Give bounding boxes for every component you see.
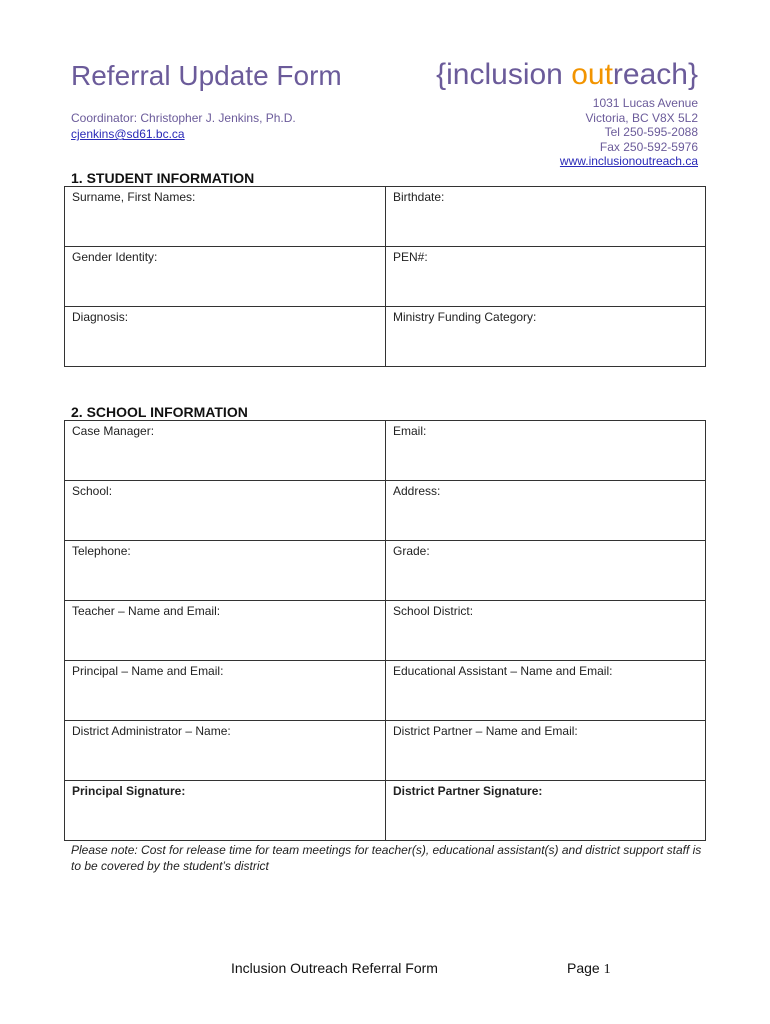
district-partner-field[interactable]: District Partner – Name and Email: bbox=[386, 721, 706, 781]
telephone-number: Tel 250-595-2088 bbox=[604, 125, 698, 140]
pen-field[interactable]: PEN#: bbox=[386, 247, 706, 307]
table-row bbox=[65, 541, 706, 601]
footer-form-name: Inclusion Outreach Referral Form bbox=[231, 960, 438, 976]
inclusion-outreach-logo bbox=[436, 58, 698, 92]
table-row bbox=[65, 421, 706, 481]
coordinator-email-link[interactable]: cjenkins@sd61.bc.ca bbox=[71, 127, 185, 141]
telephone-field[interactable]: Telephone: bbox=[65, 541, 386, 601]
table-row bbox=[65, 601, 706, 661]
cost-note: Please note: Cost for release time for team meetings for teacher(s), educational assistant(s) and district support staff is to be covered by the student’s district bbox=[71, 843, 702, 873]
ministry-funding-category-field[interactable]: Ministry Funding Category: bbox=[386, 307, 706, 367]
table-row bbox=[65, 721, 706, 781]
school-information-heading: 2. SCHOOL INFORMATION bbox=[71, 404, 248, 420]
school-district-field[interactable]: School District: bbox=[386, 601, 706, 661]
school-information-table bbox=[64, 420, 706, 841]
address-field[interactable]: Address: bbox=[386, 481, 706, 541]
educational-assistant-field[interactable]: Educational Assistant – Name and Email: bbox=[386, 661, 706, 721]
page-label: Page bbox=[567, 960, 604, 976]
case-manager-field[interactable]: Case Manager: bbox=[65, 421, 386, 481]
principal-signature-field[interactable]: Principal Signature: bbox=[65, 781, 386, 841]
logo-text-accent: out bbox=[571, 58, 613, 91]
table-row bbox=[65, 661, 706, 721]
table-row bbox=[65, 187, 706, 247]
district-administrator-field[interactable]: District Administrator – Name: bbox=[65, 721, 386, 781]
address-line-1: 1031 Lucas Avenue bbox=[592, 96, 698, 110]
table-row bbox=[65, 781, 706, 841]
diagnosis-field[interactable]: Diagnosis: bbox=[65, 307, 386, 367]
table-row bbox=[65, 481, 706, 541]
logo-text-end: reach} bbox=[612, 58, 698, 91]
footer-page-number bbox=[567, 960, 611, 978]
district-partner-signature-field[interactable]: District Partner Signature: bbox=[386, 781, 706, 841]
student-information-table bbox=[64, 186, 706, 367]
fax-number: Fax 250-592-5976 bbox=[599, 139, 698, 154]
student-information-heading: 1. STUDENT INFORMATION bbox=[71, 170, 255, 186]
address-line-2: Victoria, BC V8X 5L2 bbox=[585, 110, 698, 125]
surname-field[interactable]: Surname, First Names: bbox=[65, 187, 386, 247]
coordinator-block bbox=[71, 110, 296, 142]
page-number: 1 bbox=[603, 962, 611, 977]
grade-field[interactable]: Grade: bbox=[386, 541, 706, 601]
contact-block bbox=[560, 96, 698, 169]
table-row bbox=[65, 307, 706, 367]
email-field[interactable]: Email: bbox=[386, 421, 706, 481]
principal-field[interactable]: Principal – Name and Email: bbox=[65, 661, 386, 721]
website-link[interactable]: www.inclusionoutreach.ca bbox=[559, 154, 698, 169]
teacher-field[interactable]: Teacher – Name and Email: bbox=[65, 601, 386, 661]
page-title: Referral Update Form bbox=[71, 60, 342, 91]
birthdate-field[interactable]: Birthdate: bbox=[386, 187, 706, 247]
gender-identity-field[interactable]: Gender Identity: bbox=[65, 247, 386, 307]
school-field[interactable]: School: bbox=[65, 481, 386, 541]
table-row bbox=[65, 247, 706, 307]
coordinator-name: Coordinator: Christopher J. Jenkins, Ph.D. bbox=[71, 111, 296, 125]
logo-text-start: {inclusion bbox=[436, 58, 572, 91]
